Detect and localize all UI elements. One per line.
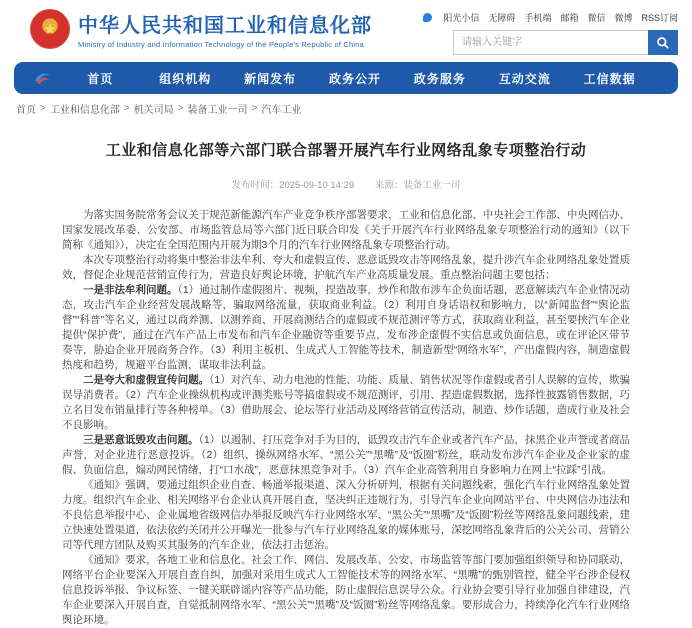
nav-item-news[interactable]: 新闻发布 bbox=[244, 71, 297, 86]
source-value: 装备工业一司 bbox=[403, 180, 461, 191]
header-right bbox=[423, 9, 678, 55]
brand-text bbox=[78, 9, 372, 49]
paragraph-7 bbox=[62, 553, 630, 628]
breadcrumb-separator: > bbox=[177, 103, 184, 114]
breadcrumb-separator: > bbox=[40, 103, 46, 114]
national-emblem-icon: ★ bbox=[30, 9, 70, 49]
nav-item-gov-services[interactable]: 政务服务 bbox=[413, 71, 466, 86]
site-header bbox=[0, 0, 692, 60]
breadcrumb-auto-industry: 汽车工业 bbox=[261, 105, 302, 116]
paragraph-lead: 一是非法牟利问题。 bbox=[83, 284, 178, 296]
quick-link-accessibility[interactable]: 无障碍 bbox=[488, 13, 516, 23]
assistant-icon bbox=[423, 13, 432, 22]
paragraph-6 bbox=[62, 478, 630, 553]
paragraph-1 bbox=[62, 208, 630, 253]
paragraph-lead: 三是恶意诋毁攻击问题。 bbox=[83, 434, 199, 446]
publish-time-label: 发布时间： bbox=[231, 180, 280, 191]
publish-time-value: 2025-09-10 14:29 bbox=[279, 180, 355, 191]
breadcrumb-equipment-dept[interactable]: 装备工业一司 bbox=[187, 105, 248, 116]
quick-link-rss[interactable]: RSS订阅 bbox=[641, 13, 678, 23]
paragraph-text: 为落实国务院常务会议关于规范新能源汽车产业竞争秩序部署要求，工业和信息化部、中央社会工作部、中央网信办、国家发展改革委、公安部、市场监管总局等六部门近日联合印发《关于开展汽车行业网络乱象专项整治行动的通知》（以下简称《通知》），决定在全国范围内开展为期3个月的汽车行业网络乱象专项整治行动。 bbox=[62, 209, 630, 251]
paragraph-text: （1）对汽车、动力电池的性能、功能、质量、销售状况等作虚假或者引人误解的宣传，欺骗误导消费者。（2）汽车企业操纵机构或评测类账号等搞虚假或不规范测评，引用、捏造虚假数据，选择性披露销售数据，巧立名目发布销量排行等各种榜单。（3）借助展会、论坛等行业活动及网络营销宣传活动，制造、炒作话题，造成行业及社会不良影响。 bbox=[62, 374, 630, 431]
paragraph-text: 本次专项整治行动将集中整治非法牟利、夸大和虚假宣传、恶意诋毁攻击等网络乱象，提升涉汽车企业网络乱象处置质效，督促企业规范营销宣传行为，营造良好舆论环境，护航汽车产业高质量发展。重点整治问题主要包括： bbox=[62, 254, 630, 281]
nav-item-gov-disclosure[interactable]: 政务公开 bbox=[329, 71, 382, 86]
main-nav bbox=[14, 62, 678, 94]
breadcrumb-home[interactable]: 首页 bbox=[16, 105, 36, 116]
paragraph-lead: 二是夸大和虚假宣传问题。 bbox=[83, 374, 210, 386]
ministry-name-cn: 中华人民共和国工业和信息化部 bbox=[78, 15, 372, 37]
paragraph-4 bbox=[62, 373, 630, 433]
miit-logo-icon bbox=[32, 70, 52, 86]
breadcrumb bbox=[0, 94, 692, 121]
paragraph-3 bbox=[62, 283, 630, 373]
source bbox=[375, 180, 461, 191]
quick-link-mobile[interactable]: 手机端 bbox=[524, 13, 552, 23]
article-title: 工业和信息化部等六部门联合部署开展汽车行业网络乱象专项整治行动 bbox=[105, 142, 587, 159]
search-icon bbox=[656, 36, 670, 50]
article-body bbox=[62, 208, 630, 628]
breadcrumb-miit[interactable]: 工业和信息化部 bbox=[49, 105, 120, 116]
nav-item-organization[interactable]: 组织机构 bbox=[159, 71, 212, 86]
breadcrumb-departments[interactable]: 机关司局 bbox=[133, 105, 174, 116]
paragraph-text: （1）以遏制、打压竞争对手为目的，诋毁攻击汽车企业或者汽车产品，抹黑企业声誉或者商品声誉，对企业进行恶意投诉。（2）组织、操纵网络水军、“黑公关”“黑嘴”及“饭圈”粉丝，联动发布涉汽车企业及企业家的虚假、负面信息，煽动网民情绪，打“口水战”，恶意抹黑竞争对手。（3）汽车企业高管利用自身影响力在网上“拉踩”引战。 bbox=[62, 434, 631, 476]
search-input[interactable] bbox=[453, 30, 648, 55]
nav-item-interaction[interactable]: 互动交流 bbox=[498, 71, 551, 86]
paragraph-text: 《通知》要求，各地工业和信息化、社会工作、网信、发展改革、公安、市场监管等部门要加强组织领导和协同联动，网络平台企业要深入开展自查自纠，加强对采用生成式人工智能技术等的网络水军、“黑嘴”的甄别管控，健全平台涉企侵权信息投诉举报、争议标签、一键关联辟谣内容等产品功能，防止虚假信息误导公众。行业协会要引导行业加强自律建设，汽车企业要深入开展自查，自觉抵制网络水军、“黑公关”“黑嘴”及“饭圈”粉丝等网络乱象。要形成合力，持续净化汽车行业网络舆论环境。 bbox=[62, 554, 630, 626]
paragraph-text: 《通知》强调，要通过组织企业自查、畅通举报渠道、深入分析研判，根据有关问题线索，强化汽车行业网络乱象处置力度。组织汽车企业、相关网络平台企业认真开展自查，坚决纠正违规行为，引导汽车企业向网站平台、中央网信办违法和不良信息举报中心、企业属地省级网信办举报反映汽车行业网络水军、“黑公关”“黑嘴”及“饭圈”粉丝等网络乱象问题线索，建立快速处置渠道，依法依约关闭并公开曝光一批参与汽车行业网络乱象的媒体账号，深挖网络乱象背后的公关公司、营销公司等代理方团队及购买其服务的汽车企业，依法打击惩治。 bbox=[62, 479, 630, 551]
nav-item-data[interactable]: 工信数据 bbox=[583, 71, 636, 86]
search-button[interactable] bbox=[648, 30, 678, 55]
search-box bbox=[453, 30, 678, 55]
article-meta bbox=[62, 177, 630, 191]
brand bbox=[30, 9, 372, 49]
quick-link-wechat[interactable]: 微信 bbox=[587, 13, 606, 23]
quick-links bbox=[423, 11, 678, 24]
paragraph-2 bbox=[62, 253, 630, 283]
breadcrumb-separator: > bbox=[123, 103, 130, 114]
paragraph-text: （1）通过制作虚假图片、视频，捏造故事，炒作和散布涉车企负面话题，恶意解读汽车企业情况动态，攻击汽车企业经营发展战略等，骗取网络流量，获取商业利益。（2）利用自身话语权和影响力，以“新闻监督”“舆论监督”“科普”等名义，通过以商养测、以测养商、开展商测结合的虚假或不规范测评等方式，获取商业利益，甚至要挟汽车企业提供“保护费”，通过在汽车产品上市发布和汽车企业融资等重要节点，发布涉企虚假不实信息或负面信息，或在评论区带节奏等，胁迫企业开展商务合作。（3）利用主板机、生成式人工智能等技术，制造新型“网络水军”，产出虚假内容，制造虚假热度和趋势，规避平台监测，谋取非法利益。 bbox=[62, 284, 631, 371]
quick-link-assistant[interactable]: 阳光小信 bbox=[443, 13, 480, 23]
article bbox=[0, 121, 692, 628]
paragraph-5 bbox=[62, 433, 630, 478]
publish-time bbox=[232, 180, 355, 191]
source-label: 来源： bbox=[374, 180, 404, 191]
quick-link-mail[interactable]: 邮箱 bbox=[560, 13, 579, 23]
nav-item-home[interactable]: 首页 bbox=[87, 71, 114, 86]
breadcrumb-separator: > bbox=[251, 103, 258, 114]
ministry-name-en: Ministry of Industry and Information Technology of the People's Republic of China bbox=[78, 40, 364, 49]
quick-link-weibo[interactable]: 微博 bbox=[614, 13, 633, 23]
